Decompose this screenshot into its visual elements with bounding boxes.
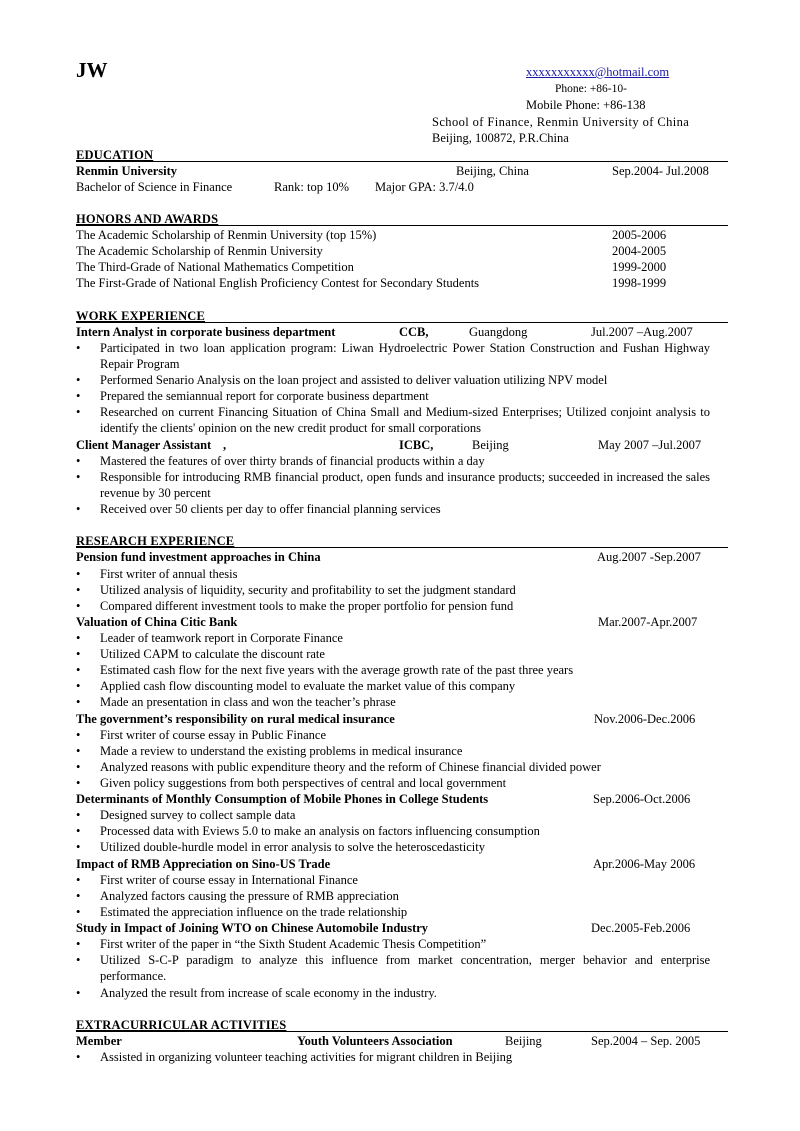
honor-title: The Academic Scholarship of Renmin University	[76, 244, 323, 258]
bullet-icon: •	[76, 663, 81, 677]
bullet-text: Performed Senario Analysis on the loan project and assisted to deliver valuation utilizing NPV model	[100, 373, 608, 387]
research-heading: RESEARCH EXPERIENCE	[76, 534, 235, 548]
bullet-icon: •	[76, 776, 81, 790]
section-divider	[76, 225, 728, 226]
bullet-icon: •	[76, 1050, 81, 1064]
bullet-text: Made an presentation in class and won the teacher’s phrase	[100, 695, 396, 709]
bullet-text: Estimated cash flow for the next five years with the average growth rate of the past three years	[100, 663, 574, 677]
bullet-icon: •	[76, 631, 81, 645]
honor-year: 1998-1999	[612, 276, 667, 290]
bullet-icon: •	[76, 502, 81, 516]
school-location: Beijing, China	[456, 164, 529, 178]
bullet-text: Mastered the features of over thirty brands of financial products within a day	[100, 454, 485, 468]
bullet-icon: •	[76, 647, 81, 661]
class-rank: Rank: top 10%	[274, 180, 349, 194]
bullet-text: Analyzed reasons with public expenditure theory and the reform of Chinese financial divided power	[100, 760, 601, 774]
bullet-icon: •	[76, 873, 81, 887]
extracurricular-heading: EXTRACURRICULAR ACTIVITIES	[76, 1018, 287, 1032]
bullet-icon: •	[76, 840, 81, 854]
project-title: Impact of RMB Appreciation on Sino-US Trade	[76, 857, 331, 871]
job-dates: Jul.2007 –Aug.2007	[591, 325, 693, 339]
bullet-icon: •	[76, 986, 81, 1000]
project-title: Study in Impact of Joining WTO on Chinese Automobile Industry	[76, 921, 429, 935]
phone-line: Phone: +86-10-	[555, 83, 627, 95]
bullet-icon: •	[76, 679, 81, 693]
job-city: Guangdong	[469, 325, 528, 339]
activity-city: Beijing	[505, 1034, 542, 1048]
bullet-icon: •	[76, 567, 81, 581]
bullet-text: Analyzed factors causing the pressure of RMB appreciation	[100, 889, 399, 903]
bullet-text: Researched on current Financing Situation of China Small and Medium-sized Enterprises; Utilized conjoint analysis to identify the clients' opinion on the new credit product for small corporations	[100, 405, 710, 435]
bullet-text: First writer of course essay in International Finance	[100, 873, 358, 887]
education-dates: Sep.2004- Jul.2008	[612, 164, 709, 178]
bullet-text: Participated in two loan application program: Liwan Hydroelectric Power Station Construction and Fushan Highway Repair Program	[100, 341, 710, 371]
honor-year: 2005-2006	[612, 228, 667, 242]
job-city: Beijing	[472, 438, 509, 452]
section-divider	[76, 161, 728, 162]
bullet-text: Utilized CAPM to calculate the discount rate	[100, 647, 325, 661]
bullet-text: First writer of course essay in Public Finance	[100, 728, 326, 742]
bullet-text: Prepared the semiannual report for corporate business department	[100, 389, 429, 403]
bullet-text: Processed data with Eviews 5.0 to make an analysis on factors influencing consumption	[100, 824, 540, 838]
bullet-icon: •	[76, 454, 81, 468]
bullet-text: Given policy suggestions from both perspectives of central and local government	[100, 776, 507, 790]
bullet-icon: •	[76, 760, 81, 774]
honor-year: 2004-2005	[612, 244, 667, 258]
bullet-icon: •	[76, 744, 81, 758]
project-dates: Apr.2006-May 2006	[593, 857, 696, 871]
bullet-text: First writer of annual thesis	[100, 567, 238, 581]
email-link[interactable]: xxxxxxxxxxx@hotmail.com	[526, 65, 670, 79]
address-line-1: School of Finance, Renmin University of China	[432, 115, 690, 129]
bullet-icon: •	[76, 905, 81, 919]
bullet-text: Received over 50 clients per day to offer financial planning services	[100, 502, 441, 516]
project-title: Valuation of China Citic Bank	[76, 615, 238, 629]
bullet-icon: •	[76, 599, 81, 613]
project-dates: Sep.2006-Oct.2006	[593, 792, 691, 806]
bullet-icon: •	[76, 937, 81, 951]
bullet-text: Leader of teamwork report in Corporate Finance	[100, 631, 343, 645]
bullet-text: First writer of the paper in “the Sixth Student Academic Thesis Competition”	[100, 937, 487, 951]
section-divider	[76, 547, 728, 548]
honor-year: 1999-2000	[612, 260, 667, 274]
school-name: Renmin University	[76, 164, 178, 178]
education-heading: EDUCATION	[76, 148, 154, 162]
job-dates: May 2007 –Jul.2007	[598, 438, 702, 452]
bullet-text: Assisted in organizing volunteer teaching activities for migrant children in Beijing	[100, 1050, 513, 1064]
bullet-icon: •	[76, 389, 81, 403]
project-dates: Mar.2007-Apr.2007	[598, 615, 698, 629]
honor-title: The First-Grade of National English Proficiency Contest for Secondary Students	[76, 276, 480, 290]
project-title: Pension fund investment approaches in China	[76, 550, 321, 564]
honors-heading: HONORS AND AWARDS	[76, 212, 219, 226]
project-dates: Aug.2007 -Sep.2007	[597, 550, 701, 564]
bullet-icon: •	[76, 953, 81, 967]
candidate-name: JW	[76, 58, 108, 82]
honor-title: The Academic Scholarship of Renmin University (top 15%)	[76, 228, 377, 242]
honor-title: The Third-Grade of National Mathematics Competition	[76, 260, 354, 274]
job-org: CCB,	[399, 325, 429, 339]
section-divider	[76, 1031, 728, 1032]
bullet-text: Utilized analysis of liquidity, security and profitability to set the judgment standard	[100, 583, 516, 597]
degree: Bachelor of Science in Finance	[76, 180, 233, 194]
bullet-text: Applied cash flow discounting model to evaluate the market value of this company	[100, 679, 516, 693]
activity-org: Youth Volunteers Association	[297, 1034, 453, 1048]
bullet-text: Utilized S-C-P paradigm to analyze this influence from market concentration, merger behavior and enterprise performance.	[100, 953, 710, 983]
bullet-icon: •	[76, 824, 81, 838]
bullet-icon: •	[76, 583, 81, 597]
bullet-icon: •	[76, 695, 81, 709]
bullet-text: Made a review to understand the existing problems in medical insurance	[100, 744, 463, 758]
project-title: Determinants of Monthly Consumption of Mobile Phones in College Students	[76, 792, 489, 806]
bullet-text: Compared different investment tools to make the proper portfolio for pension fund	[100, 599, 514, 613]
bullet-icon: •	[76, 889, 81, 903]
bullet-text: Designed survey to collect sample data	[100, 808, 296, 822]
project-dates: Dec.2005-Feb.2006	[591, 921, 691, 935]
bullet-icon: •	[76, 728, 81, 742]
bullet-text: Utilized double-hurdle model in error analysis to solve the heteroscedasticity	[100, 840, 485, 854]
work-heading: WORK EXPERIENCE	[76, 309, 206, 323]
job-role: Intern Analyst in corporate business department	[76, 325, 336, 339]
project-title: The government’s responsibility on rural medical insurance	[76, 712, 395, 726]
major-gpa: Major GPA: 3.7/4.0	[375, 180, 474, 194]
bullet-text: Estimated the appreciation influence on the trade relationship	[100, 905, 408, 919]
job-org: ICBC,	[399, 438, 434, 452]
activity-role: Member	[76, 1034, 122, 1048]
bullet-text: Responsible for introducing RMB financial product, open funds and insurance products; succeeded in increased the sales revenue by 30 percent	[100, 470, 710, 500]
activity-dates: Sep.2004 – Sep. 2005	[591, 1034, 701, 1048]
mobile-line: Mobile Phone: +86-138	[526, 98, 646, 112]
job-role: Client Manager Assistant	[76, 438, 212, 452]
address-line-2: Beijing, 100872, P.R.China	[432, 131, 569, 145]
section-divider	[76, 322, 728, 323]
bullet-icon: •	[76, 341, 81, 355]
bullet-icon: •	[76, 808, 81, 822]
bullet-icon: •	[76, 405, 81, 419]
bullet-text: Analyzed the result from increase of scale economy in the industry.	[100, 986, 437, 1000]
bullet-icon: •	[76, 373, 81, 387]
bullet-icon: •	[76, 470, 81, 484]
project-dates: Nov.2006-Dec.2006	[594, 712, 696, 726]
